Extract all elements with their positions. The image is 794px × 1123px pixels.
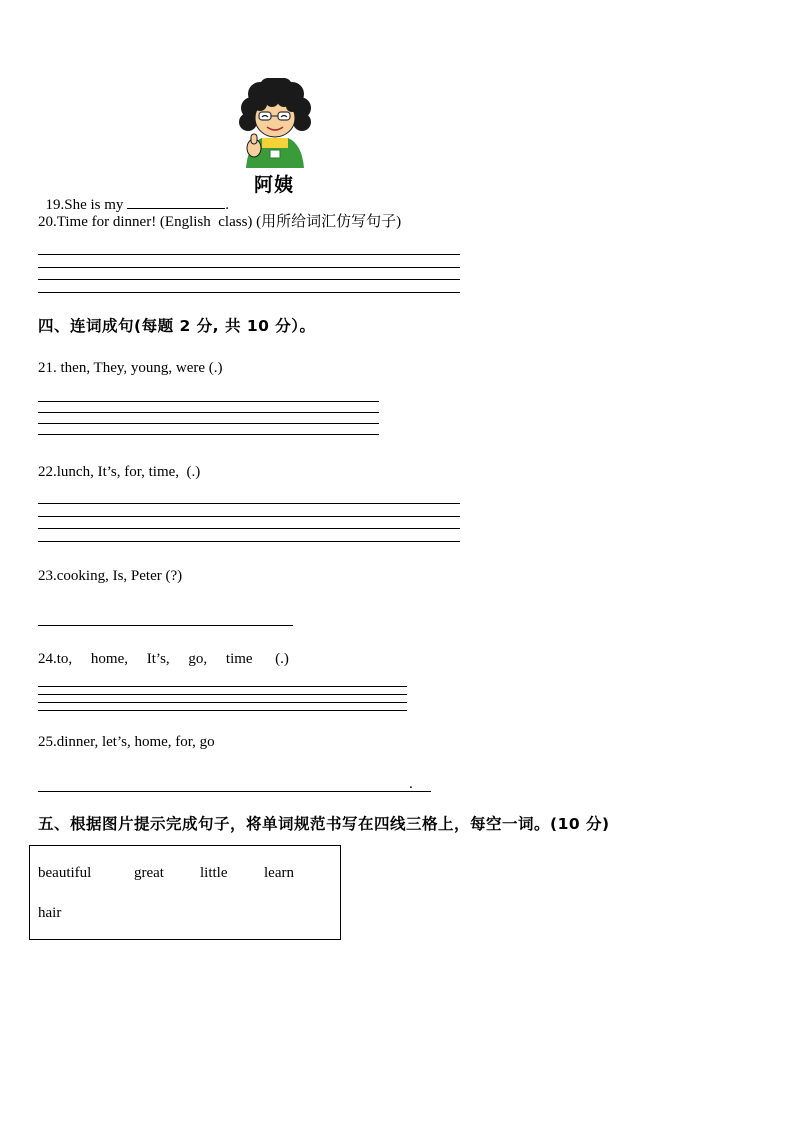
word-bank-item: beautiful xyxy=(38,865,92,881)
question-22: 22.lunch, It’s, for, time, (.) xyxy=(38,464,201,480)
writing-line[interactable] xyxy=(38,625,293,626)
question-19 xyxy=(38,176,229,214)
question-24: 24.to, home, It’s, go, time (.) xyxy=(38,651,289,667)
answer-blank[interactable] xyxy=(127,194,225,209)
writing-line[interactable] xyxy=(38,541,460,542)
aunt-cartoon-icon xyxy=(232,78,318,168)
writing-line[interactable] xyxy=(38,503,460,504)
picture-caption: 阿姨 xyxy=(254,174,295,196)
writing-line[interactable] xyxy=(38,412,379,413)
writing-line[interactable] xyxy=(38,516,460,517)
word-bank-item: great xyxy=(134,865,164,881)
word-bank-item: little xyxy=(200,865,228,881)
word-bank-item: learn xyxy=(264,865,294,881)
writing-line[interactable] xyxy=(38,686,407,687)
writing-line[interactable] xyxy=(38,710,407,711)
section-5-header: 五、根据图片提示完成句子，将单词规范书写在四线三格上，每空一词。(10 分) xyxy=(38,815,610,833)
word-bank-box xyxy=(29,845,341,940)
writing-line[interactable] xyxy=(38,267,460,268)
writing-line[interactable] xyxy=(38,702,407,703)
writing-line[interactable] xyxy=(38,279,460,280)
writing-line[interactable] xyxy=(38,292,460,293)
writing-line[interactable] xyxy=(38,401,379,402)
writing-line[interactable] xyxy=(38,694,407,695)
question-25: 25.dinner, let’s, home, for, go xyxy=(38,734,215,750)
section-4-header: 四、连词成句(每题 2 分, 共 10 分）。 xyxy=(38,317,316,335)
writing-line[interactable] xyxy=(38,791,431,792)
writing-line[interactable] xyxy=(38,528,460,529)
aunt-illustration xyxy=(232,78,318,196)
question-21: 21. then, They, young, were (.) xyxy=(38,360,223,376)
word-bank-item: hair xyxy=(38,905,62,921)
writing-line[interactable] xyxy=(38,254,460,255)
question-20: 20.Time for dinner! (English class) (用所给词汇仿写句子) xyxy=(38,214,402,230)
question-19-text: 19.She is my xyxy=(45,197,128,213)
question-19-end: . xyxy=(225,197,229,213)
question-25-end: . xyxy=(409,776,413,792)
question-23: 23.cooking, Is, Peter (?) xyxy=(38,568,183,584)
writing-line[interactable] xyxy=(38,434,379,435)
writing-line[interactable] xyxy=(38,423,379,424)
